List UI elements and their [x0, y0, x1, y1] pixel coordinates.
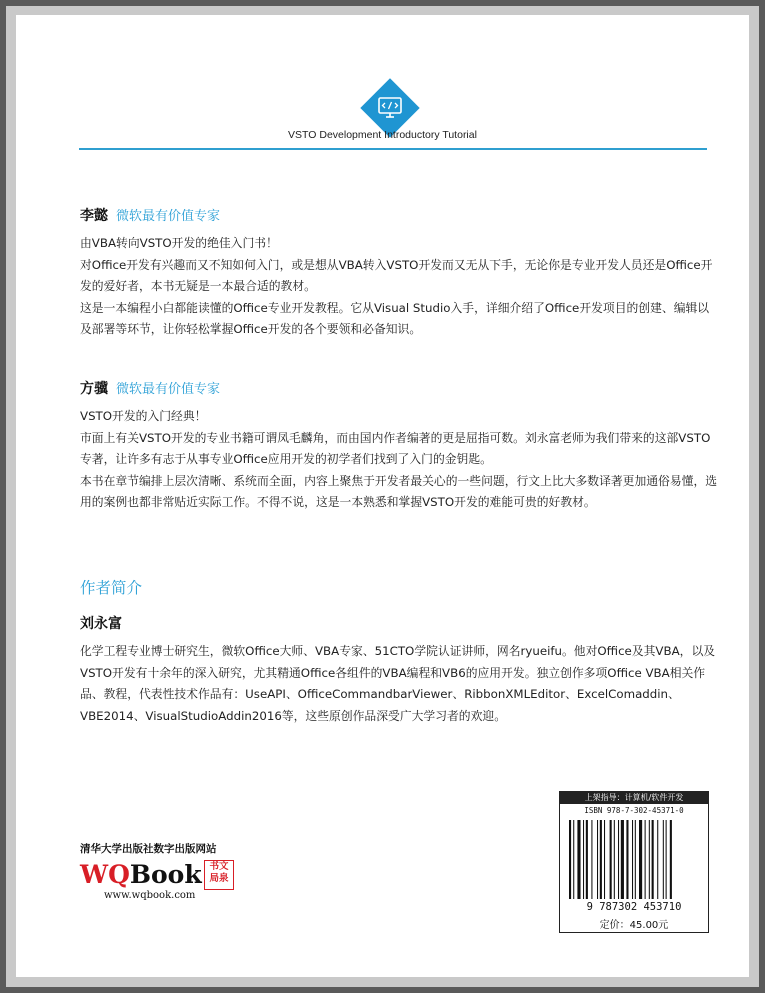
logo-wq-text: WQ: [80, 860, 130, 889]
barcode-bar: [573, 820, 574, 899]
barcode-bar: [657, 820, 658, 899]
author-bio-text: 化学工程专业博士研究生，微软Office大师、VBA专家、51CTO学院认证讲师，网名ryueifu。他对Office及其VBA，以及VSTO开发有十余年的深入研究，尤其精通Office各组件的VBA编程和VB6的应用开发。独立创作多项Office VBA相关作品、教程，代表性技术作品有：UseAPI、OfficeCommandbarViewer、RibbonXMLEditor、ExcelComaddin、VBE2014、VisualStudioAddin2016等，这些原创作品深受广大学习者的欢迎。: [80, 644, 716, 723]
series-subtitle: VSTO Development Introductory Tutorial: [288, 129, 477, 141]
barcode-bar: [663, 820, 664, 899]
barcode-bar: [591, 820, 592, 899]
publisher-seal: 书文局泉: [204, 860, 234, 890]
barcode-bar: [569, 820, 571, 899]
barcode-bar: [610, 820, 612, 899]
barcode-bar: [666, 820, 667, 899]
barcode-bar: [639, 820, 642, 899]
publisher-name: 清华大学出版社数字出版网站: [80, 843, 217, 855]
review-text: [80, 406, 720, 514]
header-divider: [79, 148, 707, 150]
barcode-bar: [652, 820, 654, 899]
barcode-number: 9 787302 453710: [586, 901, 682, 913]
barcode-bar: [577, 820, 580, 899]
barcode-box: [559, 791, 709, 933]
shelving-category: 上架指导：计算机/软件开发: [560, 792, 708, 804]
barcode-bar: [621, 820, 624, 899]
logo-book-text: Book: [129, 860, 202, 889]
reviewer-name: 方骥: [80, 381, 108, 397]
barcode-bar: [635, 820, 636, 899]
review-paragraph: 市面上有关VSTO开发的专业书籍可谓凤毛麟角，而由国内作者编著的更是屈指可数。刘永富老师为我们带来的这部VSTO专著，让许多有志于从事专业Office应用开发的初学者们找到了入门的金钥匙。: [80, 430, 711, 466]
review-paragraph: VSTO开发的入门经典！: [80, 409, 207, 423]
review-paragraph: 对Office开发有兴趣而又不知如何入门，或是想从VBA转入VSTO开发而又无从下手，无论你是专业开发人员还是Office开发的爱好者，本书无疑是一本最合适的教材。: [80, 257, 713, 293]
barcode-bar: [645, 820, 646, 899]
price-label: 定价：45.00元: [599, 920, 669, 931]
author-section-heading: 作者简介: [80, 579, 143, 597]
barcode-bar: [632, 820, 633, 899]
reviewer-title: 微软最有价值专家: [116, 382, 221, 397]
author-bio: [80, 641, 720, 727]
reviewer-heading: [80, 378, 220, 398]
author-name: 刘永富: [80, 616, 122, 632]
barcode-bar: [649, 820, 650, 899]
barcode-bar: [604, 820, 605, 899]
barcode-bar: [618, 820, 619, 899]
barcode-bar: [597, 820, 598, 899]
book-back-cover: [16, 15, 749, 977]
barcode-bar: [670, 820, 672, 899]
review-paragraph: 这是一本编程小白都能读懂的Office专业开发教程。它从Visual Studio入手，详细介绍了Office开发项目的创建、编辑以及部署等环节，让你轻松掌握Office开发的各个要领和必备知识。: [80, 300, 710, 336]
barcode-bar: [586, 820, 588, 899]
reviewer-name: 李懿: [80, 208, 108, 224]
review-paragraph: 由VBA转向VSTO开发的绝佳入门书！: [80, 236, 278, 250]
wqbook-logo: [80, 860, 260, 890]
barcode-bar: [600, 820, 602, 899]
barcode-bar: [626, 820, 628, 899]
barcode-bar: [583, 820, 584, 899]
isbn-label: ISBN 978-7-302-45371-0: [584, 806, 684, 815]
publisher-block: [80, 841, 260, 901]
publisher-url: www.wqbook.com: [104, 890, 196, 901]
reviewer-heading: [80, 205, 220, 225]
barcode-bars: [569, 820, 697, 899]
review-text: [80, 233, 720, 341]
reviewer-title: 微软最有价值专家: [116, 209, 221, 224]
review-paragraph: 本书在章节编排上层次清晰、系统而全面，内容上聚焦于开发者最关心的一些问题，行文上比大多数译著更加通俗易懂，选用的案例也都非常贴近实际工作。不得不说，这是一本熟悉和掌握VSTO开发的难能可贵的好教材。: [80, 473, 718, 509]
barcode-bar: [614, 820, 615, 899]
